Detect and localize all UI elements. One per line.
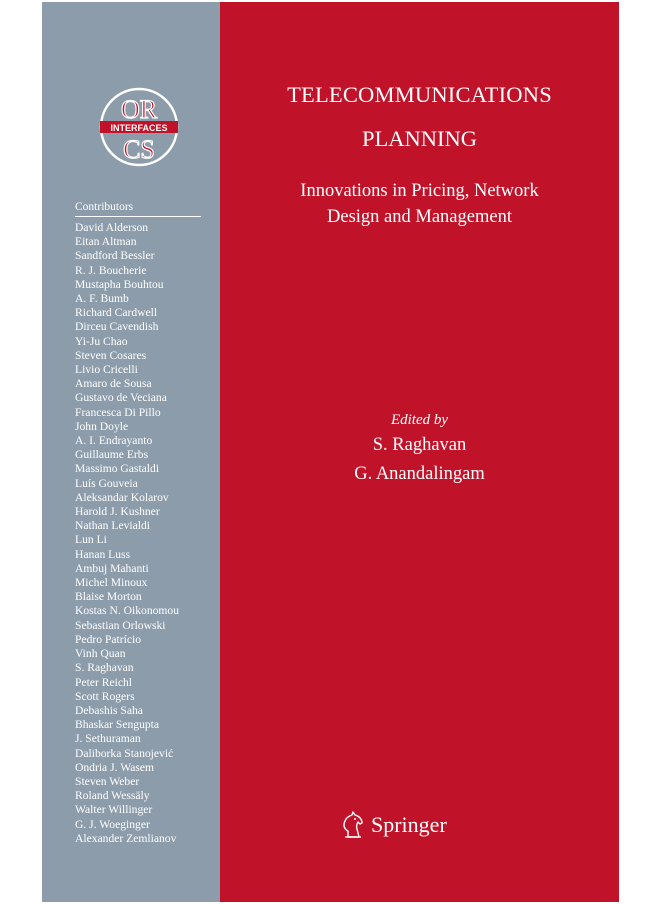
contributor-name: Mustapha Bouhtou — [75, 277, 164, 291]
logo-text-bottom: CS — [123, 135, 155, 164]
editor-name: S. Raghavan — [372, 435, 467, 455]
contributors-list — [75, 221, 179, 846]
contributor-name: Pedro Patrício — [75, 632, 142, 646]
contributor-name: Richard Cardwell — [75, 306, 158, 320]
contributor-name: Walter Willinger — [75, 803, 153, 817]
contributors-heading: Contributors — [75, 201, 134, 213]
contributor-name: Steven Cosares — [75, 348, 147, 362]
editor-name: G. Anandalingam — [354, 464, 485, 484]
contributor-name: Alexander Zemlianov — [75, 831, 177, 845]
contributor-name: Hanan Luss — [75, 547, 131, 561]
subtitle-line-1: Innovations in Pricing, Network — [300, 181, 539, 201]
contributor-name: Bhaskar Sengupta — [75, 718, 160, 732]
contributor-name: Dirceu Cavendish — [75, 320, 159, 334]
left-panel — [42, 2, 220, 902]
contributor-name: Lun Li — [75, 533, 107, 547]
contributor-name: S. Raghavan — [75, 661, 134, 675]
contributor-name: Aleksandar Kolarov — [75, 490, 169, 504]
contributor-name: J. Sethuraman — [75, 732, 141, 746]
contributor-name: Nathan Levialdi — [75, 519, 151, 533]
contributor-name: Harold J. Kushner — [75, 505, 160, 519]
contributor-name: Vinh Quan — [75, 647, 126, 661]
contributors-divider — [75, 216, 201, 217]
contributor-name: G. J. Woeginger — [75, 817, 150, 831]
logo-text-middle: INTERFACES — [110, 123, 168, 133]
subtitle-line-2: Design and Management — [327, 207, 512, 227]
contributor-name: A. F. Bumb — [75, 292, 129, 306]
contributor-name: Luís Gouveia — [75, 476, 138, 490]
contributor-name: Steven Weber — [75, 774, 140, 788]
contributor-name: Gustavo de Veciana — [75, 391, 167, 405]
contributor-name: Daliborka Stanojević — [75, 746, 174, 760]
contributor-name: R. J. Boucherie — [75, 263, 147, 277]
contributor-name: A. I. Endrayanto — [75, 434, 153, 448]
contributor-name: Roland Wessäly — [75, 789, 150, 803]
contributor-name: Amaro de Sousa — [75, 377, 152, 391]
or-interfaces-cs-logo — [98, 86, 180, 168]
contributor-name: Guillaume Erbs — [75, 448, 149, 462]
contributor-name: John Doyle — [75, 419, 129, 433]
contributor-name: Ambuj Mahanti — [75, 561, 149, 575]
contributor-name: Sebastian Orlowski — [75, 618, 166, 632]
contributor-name: Massimo Gastaldi — [75, 462, 160, 476]
contributor-name: Debashis Saha — [75, 703, 143, 717]
contributor-name: Scott Rogers — [75, 689, 135, 703]
contributor-name: Kostas N. Oikonomou — [75, 604, 180, 618]
logo-text-top: OR — [120, 95, 158, 124]
contributor-name: Sandford Bessler — [75, 249, 155, 263]
contributor-name: Eitan Altman — [75, 235, 137, 249]
right-panel — [220, 2, 619, 902]
title-line-1: TELECOMMUNICATIONS — [287, 82, 552, 107]
springer-horse-icon — [340, 811, 366, 839]
publisher-name: Springer — [371, 812, 447, 837]
publisher-mark — [340, 811, 447, 839]
contributor-name: Blaise Morton — [75, 590, 142, 604]
contributor-name: Yi-Ju Chao — [75, 334, 128, 348]
contributor-name: David Alderson — [75, 221, 149, 234]
contributor-name: Peter Reichl — [75, 675, 132, 689]
book-cover — [42, 2, 619, 902]
contributor-name: Michel Minoux — [75, 576, 148, 590]
contributor-name: Francesca Di Pillo — [75, 405, 161, 419]
contributor-name: Ondria J. Wasem — [75, 760, 155, 774]
edited-by-label: Edited by — [390, 412, 449, 428]
title-line-2: PLANNING — [362, 126, 477, 151]
subtitle — [220, 178, 619, 230]
contributor-name: Livio Cricelli — [75, 363, 138, 377]
